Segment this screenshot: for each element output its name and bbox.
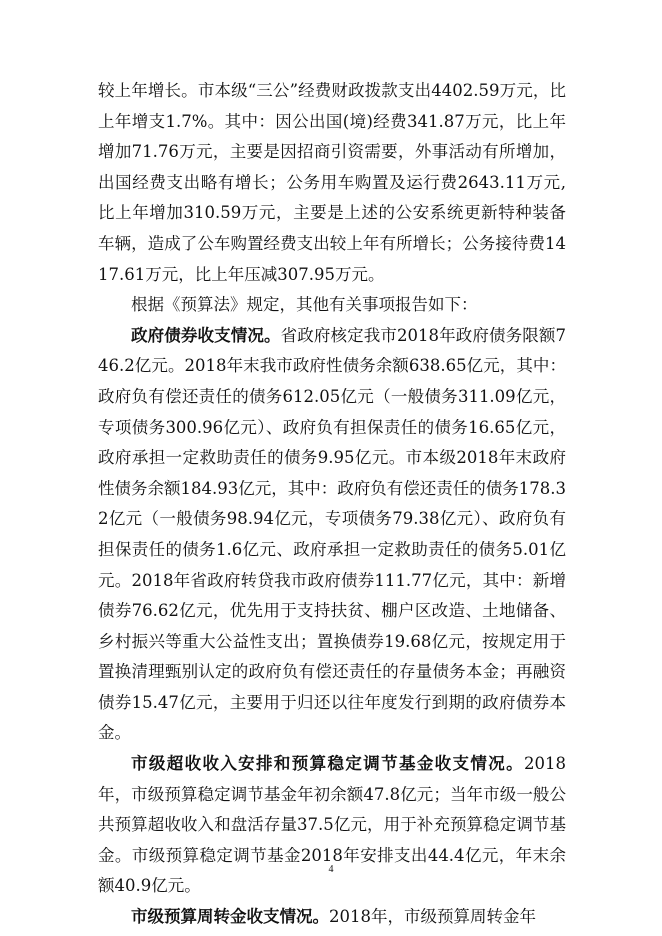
paragraph-other-matters-intro	[98, 290, 566, 321]
paragraph-text: 省政府核定我市2018年政府债务限额746.2亿元。2018年末我市政府性债务余额638.65亿元，其中：政府负有偿还责任的债务612.05亿元（一般债务311.09亿元，专项债务300.96亿元）、政府负有担保责任的债务16.65亿元，政府承担一定救助责任的债务9.95亿元。市本级2018年末政府性债务余额184.93亿元，其中：政府负有偿还责任的债务178.32亿元（一般债务98.94亿元，专项债务79.38亿元）、政府负有担保责任的债务1.6亿元、政府承担一定救助责任的债务5.01亿元。2018年省政府转贷我市政府债券111.77亿元，其中：新增债券76.62亿元，优先用于支持扶贫、棚户区改造、土地储备、乡村振兴等重大公益性支出；置换债券19.68亿元，按规定用于置换清理甄别认定的政府负有偿还责任的存量债务本金；再融资债券15.47亿元，主要用于归还以往年度发行到期的政府债券本金。	[98, 325, 566, 743]
paragraph-government-bonds	[98, 321, 566, 749]
paragraph-heading: 市级超收收入安排和预算稳定调节基金收支情况。	[131, 754, 524, 774]
paragraph-revolving-fund	[98, 902, 566, 933]
paragraph-text: 较上年增长。市本级“三公”经费财政拨款支出4402.59万元，比上年增支1.7%。其中：因公出国(境)经费341.87万元，比上年增加71.76万元，主要是因招商引资需要，外事活动有所增加，出国经费支出略有增长；公务用车购置及运行费2643.11万元,比上年增加310.59万元，主要是上述的公安系统更新特种装备车辆，造成了公车购置经费支出较上年有所增长；公务接待费1417.61万元，比上年压减307.95万元。	[98, 81, 566, 284]
paragraph-text: 根据《预算法》规定，其他有关事项报告如下：	[131, 295, 478, 315]
paragraph-stabilization-fund	[98, 749, 566, 902]
paragraph-heading: 政府债券收支情况。	[131, 325, 281, 345]
page-number: 4	[328, 864, 334, 875]
paragraph-sangong-expenditure	[98, 76, 566, 290]
paragraph-text: 2018年，市级预算周转金年	[329, 907, 536, 927]
body-text	[98, 76, 566, 933]
paragraph-text: 2018年，市级预算稳定调节基金年初余额47.8亿元；当年市级一般公共预算超收收入和盘活存量37.5亿元，用于补充预算稳定调节基金。市级预算稳定调节基金2018年安排支出44.4亿元，年末余额40.9亿元。	[98, 754, 566, 896]
paragraph-heading: 市级预算周转金收支情况。	[131, 907, 329, 927]
